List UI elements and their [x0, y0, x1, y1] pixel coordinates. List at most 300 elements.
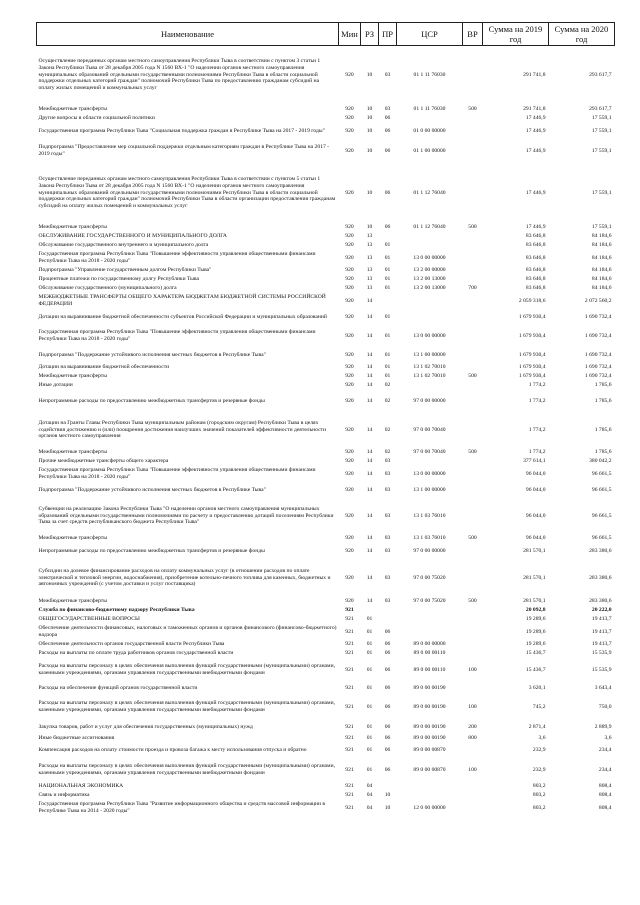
table-row: [37, 597, 615, 606]
row-sum-2020: 19 413,7: [591, 628, 612, 635]
row-sum-2020: 84 184,6: [591, 233, 612, 240]
row-pr: 10: [384, 804, 391, 811]
row-rz: 10: [366, 147, 373, 154]
row-rz: 01: [366, 616, 373, 623]
row-sum-2020: 750,0: [598, 703, 612, 710]
row-sum-2019: 96 044,0: [525, 512, 546, 519]
row-name: Расходы на выплаты персоналу в целях обеспечения выполнения функций государственными (муниципальными) органами, казенными учреждениями, органами управления государственными внебюджетными фондами: [38, 700, 335, 713]
row-name: Обеспечение деятельности финансовых, налоговых и таможенных органов и органов финансового (финансово-бюджетного) надзора: [38, 625, 337, 638]
row-sum-2020: 17 559,1: [591, 115, 612, 122]
table-body: [37, 46, 615, 817]
table-row: [37, 114, 615, 123]
row-name: Осуществление переданных органам местного самоуправления Республики Тыва в соответствии с пунктом 5 статьи 1 Закона Республики Тыва от 28 декабря 2005 года N 1560 ВХ-1 "О наделении органов местного самоуправления муниципальных образований отдельными государственными полномочиями Республики Тыва в области социальной поддержки отдельных категорий граждан" полномочий Республики Тыва в области организации предоставления гражданам субсидий на оплату жилых помещений и коммунальных услуг: [38, 176, 336, 210]
row-name: Осуществление переданных органам местного самоуправления Республики Тыва в соответствии с пунктом 3 статьи 1 Закона Республики Тыва от 28 декабря 2005 года N 1560 ВХ-1 "О наделении органов местного самоуправления муниципальных образований отдельными государственными полномочиями Республики Тыва в области социальной поддержки отдельных категорий граждан" полномочий Республики Тыва по предоставлению гражданам субсидий на оплату жилых помещений и коммунальных услуг: [38, 58, 321, 92]
row-sum-2020: 84 184,6: [591, 242, 612, 249]
row-vr: 700: [468, 285, 477, 292]
table-row: [37, 466, 615, 482]
row-sum-2020: 1 785,6: [594, 426, 612, 433]
row-vr: [463, 498, 483, 534]
row-vr: [463, 123, 483, 139]
row-min: 920: [345, 115, 354, 122]
table-row: [37, 284, 615, 293]
row-sum-2020: 3 643,4: [594, 684, 612, 691]
row-sum-2019: 3 620,1: [528, 684, 546, 691]
table-row: [37, 534, 615, 543]
row-vr: 800: [468, 734, 477, 741]
row-sum-2020: 19 413,7: [591, 616, 612, 623]
row-sum-2019: 1 679 930,4: [518, 332, 546, 339]
row-vr: [463, 800, 483, 816]
row-name: Обслуживание государственного внутреннего и муниципального долга: [38, 242, 209, 249]
row-rz: 04: [366, 783, 373, 790]
row-csr: 13 2 00 13000: [413, 276, 446, 283]
row-rz: 01: [366, 703, 373, 710]
row-csr: 13 1 02 70010: [413, 373, 446, 380]
row-sum-2020: 20 222,0: [591, 607, 612, 614]
row-rz: 13: [366, 267, 373, 274]
table-row: [37, 381, 615, 390]
row-name: Дотации на Гранты Главы Республики Тыва муниципальным районам (городским округам) Республики Тыва в целях содействия достижению и (или) поощрения достижения наилучших значений показателей эффективности деятельности органов местного самоуправления: [38, 419, 326, 440]
row-rz: 01: [366, 766, 373, 773]
row-name: Иные дотации: [38, 382, 73, 389]
row-sum-2019: 17 446,9: [525, 224, 546, 231]
row-min: 920: [345, 458, 354, 465]
row-sum-2019: 3,6: [538, 734, 546, 741]
row-pr: 02: [384, 449, 391, 456]
row-csr: 97 0 00 00000: [413, 397, 446, 404]
row-pr: 03: [384, 535, 391, 542]
row-csr: [397, 791, 463, 800]
row-csr: [397, 381, 463, 390]
row-pr: 01: [384, 364, 391, 371]
row-rz: 14: [366, 426, 373, 433]
row-sum-2020: 1 785,6: [594, 382, 612, 389]
row-min: 920: [345, 426, 354, 433]
row-csr: 01 0 00 00000: [413, 127, 446, 134]
table-row: [37, 543, 615, 559]
row-vr: [463, 742, 483, 758]
row-rz: 14: [366, 486, 373, 493]
row-vr: [463, 250, 483, 266]
row-name: Подпрограмма "Управление государственным долгом Республики Тыва": [38, 267, 212, 274]
row-name: Служба по финансово-бюджетному надзору Республики Тыва: [38, 607, 195, 614]
row-sum-2020: 808,4: [598, 804, 612, 811]
row-name: Связь и информатика: [38, 792, 90, 799]
row-rz: 14: [366, 547, 373, 554]
row-name: Обслуживание государственного (муниципального) долга: [38, 285, 177, 292]
table-row: [37, 640, 615, 649]
row-min: 920: [345, 105, 354, 112]
row-min: 920: [345, 71, 354, 78]
row-vr: 500: [468, 535, 477, 542]
row-name: Межбюджетные трансферты: [38, 598, 107, 605]
row-pr: 03: [384, 574, 391, 581]
row-rz: 13: [366, 285, 373, 292]
row-rz: 14: [366, 470, 373, 477]
row-rz: 14: [366, 397, 373, 404]
row-rz: 10: [366, 105, 373, 112]
row-csr: 89 0 00 00190: [413, 684, 446, 691]
row-name: Межбюджетные трансферты: [38, 105, 107, 112]
row-min: 920: [345, 242, 354, 249]
row-min: 921: [345, 804, 354, 811]
row-pr: 06: [384, 746, 391, 753]
row-sum-2019: 291 741,8: [523, 105, 546, 112]
row-name: Обеспечение деятельности органов государственной власти Республики Тыва: [38, 641, 225, 648]
row-rz: 14: [366, 332, 373, 339]
row-name: Расходы на выплаты по оплате труда работников органов государственной власти: [38, 650, 234, 657]
row-csr: 13 0 00 00000: [413, 254, 446, 261]
row-sum-2020: 84 184,6: [591, 285, 612, 292]
row-pr: 03: [384, 512, 391, 519]
row-name: Межбюджетные трансферты: [38, 373, 107, 380]
row-sum-2019: 232,9: [532, 746, 546, 753]
row-sum-2020: 808,4: [598, 783, 612, 790]
table-row: [37, 658, 615, 682]
row-rz: 10: [366, 189, 373, 196]
row-name: Подпрограмма "Поддержание устойчивого исполнения местных бюджетов в Республике Тыва": [38, 486, 266, 493]
row-rz: 14: [366, 574, 373, 581]
row-csr: 13 1 00 00000: [413, 351, 446, 358]
row-name: Компенсация расходов на оплату стоимости проезда и провоза багажа к месту использования отпуска и обратно: [38, 746, 307, 753]
header-vr: ВР: [463, 23, 483, 46]
row-sum-2019: 1 679 930,4: [518, 351, 546, 358]
row-pr: [379, 606, 397, 615]
row-sum-2019: 1 774,2: [528, 449, 546, 456]
row-sum-2019: 1 679 930,4: [518, 313, 546, 320]
table-row: [37, 734, 615, 742]
row-csr: 13 2 00 00000: [413, 267, 446, 274]
row-csr: 01 1 11 76030: [413, 105, 446, 112]
table-row: [37, 104, 615, 114]
table-row: [37, 293, 615, 309]
row-vr: [463, 325, 483, 347]
row-sum-2020: 380 042,2: [589, 458, 612, 465]
table-row: [37, 223, 615, 232]
row-sum-2020: 1 690 732,4: [584, 373, 612, 380]
row-pr: 06: [384, 650, 391, 657]
row-vr: [463, 615, 483, 624]
row-vr: 500: [468, 449, 477, 456]
row-vr: [463, 649, 483, 658]
row-sum-2019: 19 289,6: [525, 616, 546, 623]
row-sum-2019: 803,2: [532, 783, 546, 790]
row-min: 921: [345, 746, 354, 753]
row-min: 920: [345, 233, 354, 240]
row-vr: 100: [468, 766, 477, 773]
row-pr: 02: [384, 382, 391, 389]
table-row: [37, 758, 615, 782]
row-rz: 13: [366, 254, 373, 261]
table-row: [37, 309, 615, 325]
row-csr: [397, 114, 463, 123]
row-min: 920: [345, 147, 354, 154]
row-name: Подпрограмма "Поддержание устойчивого исполнения местных бюджетов в Республике Тыва": [38, 351, 266, 358]
row-name: Субвенции на реализацию Закона Республики Тыва "О наделении органов местного самоуправления муниципальных образований отдельными государственными полномочиями по расчету и предоставлению дотаций поселениям Республики Тыва за счет средств республиканского бюджета Республики Тыва": [38, 505, 334, 526]
table-row: [37, 266, 615, 275]
row-csr: [397, 309, 463, 325]
row-min: 921: [345, 792, 354, 799]
row-sum-2020: 1 690 732,4: [584, 313, 612, 320]
row-csr: 13 1 03 76010: [413, 512, 446, 519]
row-sum-2019: 745,2: [532, 703, 546, 710]
row-sum-2020: 1 690 732,4: [584, 332, 612, 339]
row-vr: 500: [468, 373, 477, 380]
row-vr: 100: [468, 703, 477, 710]
row-pr: 06: [384, 766, 391, 773]
row-csr: [397, 457, 463, 466]
row-sum-2020: 15 535,9: [591, 650, 612, 657]
row-rz: 14: [366, 297, 373, 304]
row-name: Дотации на выравнивание бюджетной обеспеченности субъектов Российской Федерации и муниципальных образований: [38, 313, 327, 320]
row-min: 921: [345, 734, 354, 741]
row-rz: 01: [366, 641, 373, 648]
row-name: Иные бюджетные ассигнования: [38, 734, 115, 741]
row-sum-2019: 1 774,2: [528, 397, 546, 404]
row-sum-2019: 17 446,9: [525, 147, 546, 154]
table-row: [37, 412, 615, 448]
row-name: Государственная программа Республики Тыва "Развитие информационного общества и средств массовой информации в Республике Тыва на 2014 - 2020 годы": [38, 801, 326, 814]
row-sum-2019: 96 044,0: [525, 470, 546, 477]
row-pr: 06: [384, 641, 391, 648]
header-pr: ПР: [379, 23, 397, 46]
row-sum-2020: 1 785,6: [594, 397, 612, 404]
table-row: [37, 46, 615, 105]
row-pr: 03: [384, 105, 391, 112]
row-pr: 06: [384, 684, 391, 691]
row-sum-2020: 293 617,7: [589, 71, 612, 78]
row-vr: [463, 640, 483, 649]
row-rz: 01: [366, 628, 373, 635]
table-row: [37, 482, 615, 498]
row-pr: 01: [384, 332, 391, 339]
row-pr: 03: [384, 547, 391, 554]
table-row: [37, 498, 615, 534]
row-rz: 01: [366, 746, 373, 753]
row-pr: 01: [384, 267, 391, 274]
row-min: 921: [345, 684, 354, 691]
row-name: Закупка товаров, работ и услуг для обеспечения государственных (муниципальных) нужд: [38, 723, 253, 730]
row-csr: 89 0 00 00190: [413, 734, 446, 741]
header-min: Мин: [339, 23, 361, 46]
row-rz: 01: [366, 650, 373, 657]
row-sum-2020: 15 535,9: [591, 666, 612, 673]
row-pr: 01: [384, 242, 391, 249]
row-vr: [463, 266, 483, 275]
row-sum-2019: 803,2: [532, 792, 546, 799]
row-rz: 13: [366, 242, 373, 249]
row-sum-2020: 293 617,7: [589, 105, 612, 112]
row-vr: [463, 624, 483, 640]
row-csr: 13 1 02 70010: [413, 364, 446, 371]
row-pr: 02: [384, 397, 391, 404]
row-min: 920: [345, 373, 354, 380]
row-pr: 01: [384, 285, 391, 292]
table-row: [37, 325, 615, 347]
row-sum-2019: 1 679 930,4: [518, 364, 546, 371]
row-sum-2019: 1 774,2: [528, 382, 546, 389]
row-sum-2020: 84 184,6: [591, 267, 612, 274]
row-pr: 10: [384, 792, 391, 799]
row-name: Прочие межбюджетные трансферты общего характера: [38, 458, 169, 465]
row-vr: [463, 232, 483, 241]
header-rz: РЗ: [361, 23, 379, 46]
row-min: 920: [345, 276, 354, 283]
row-sum-2020: 283 380,6: [589, 574, 612, 581]
row-vr: 500: [468, 598, 477, 605]
row-rz: 01: [366, 734, 373, 741]
row-rz: 14: [366, 382, 373, 389]
row-vr: [463, 275, 483, 284]
row-min: 921: [345, 703, 354, 710]
row-min: 920: [345, 127, 354, 134]
row-sum-2020: 808,4: [598, 792, 612, 799]
row-sum-2020: 1 785,6: [594, 449, 612, 456]
row-rz: [361, 606, 379, 615]
table-row: [37, 694, 615, 720]
header-csr: ЦСР: [397, 23, 463, 46]
row-vr: [463, 543, 483, 559]
row-rz: 14: [366, 351, 373, 358]
row-name: Расходы на выплаты персоналу в целях обеспечения выполнения функций государственными (муниципальными) органами, казенными учреждениями, органами управления государственными внебюджетными фондами: [38, 663, 335, 676]
row-min: 920: [345, 574, 354, 581]
row-name: Дотации на выравнивание бюджетной обеспеченности: [38, 364, 170, 371]
row-sum-2020: 96 661,5: [591, 470, 612, 477]
row-vr: 100: [468, 666, 477, 673]
row-vr: [463, 363, 483, 372]
row-sum-2019: 1 679 930,4: [518, 373, 546, 380]
row-csr: 01 1 12 76040: [413, 224, 446, 231]
row-vr: [463, 482, 483, 498]
row-vr: [463, 606, 483, 615]
row-pr: 06: [384, 734, 391, 741]
row-rz: 01: [366, 684, 373, 691]
row-pr: 06: [384, 666, 391, 673]
row-pr: 03: [384, 458, 391, 465]
row-vr: [463, 466, 483, 482]
row-min: 920: [345, 512, 354, 519]
row-pr: 06: [384, 189, 391, 196]
row-name: МЕЖБЮДЖЕТНЫЕ ТРАНСФЕРТЫ ОБЩЕГО ХАРАКТЕРА БЮДЖЕТАМ БЮДЖЕТНОЙ СИСТЕМЫ РОССИЙСКОЙ ФЕДЕРАЦИИ: [38, 294, 326, 307]
row-sum-2019: 19 289,6: [525, 641, 546, 648]
row-csr: 13 2 00 13000: [413, 285, 446, 292]
table-row: [37, 782, 615, 791]
row-csr: 01 1 11 76030: [413, 71, 446, 78]
row-rz: 10: [366, 71, 373, 78]
row-rz: 13: [366, 233, 373, 240]
table-row: [37, 800, 615, 816]
row-sum-2019: 96 044,0: [525, 535, 546, 542]
row-csr: 13 0 00 00000: [413, 332, 446, 339]
row-sum-2019: 291 741,8: [523, 71, 546, 78]
row-pr: 01: [384, 254, 391, 261]
row-min: 920: [345, 547, 354, 554]
row-min: 920: [345, 313, 354, 320]
row-pr: [379, 782, 397, 791]
row-pr: 03: [384, 470, 391, 477]
row-csr: [397, 241, 463, 250]
row-min: 920: [345, 332, 354, 339]
row-sum-2020: 283 380,6: [589, 598, 612, 605]
table-row: [37, 250, 615, 266]
budget-table: [36, 22, 615, 816]
row-sum-2020: 17 559,1: [591, 224, 612, 231]
row-sum-2020: 234,4: [598, 766, 612, 773]
row-rz: 14: [366, 458, 373, 465]
row-csr: 97 0 00 70040: [413, 449, 446, 456]
row-name: Подпрограмма "Предоставление мер социальной поддержки отдельным категориям граждан в Республике Тыва на 2017 - 2019 годы": [38, 144, 330, 157]
row-name: Расходы на выплаты персоналу в целях обеспечения выполнения функций государственными (муниципальными) органами, казенными учреждениями, органами управления государственными внебюджетными фондами: [38, 763, 335, 776]
row-sum-2020: 1 690 732,4: [584, 351, 612, 358]
row-csr: 89 0 00 00110: [413, 666, 446, 673]
row-vr: [463, 782, 483, 791]
row-name: Расходы на обеспечение функций органов государственной власти: [38, 684, 198, 691]
row-sum-2020: 3,6: [604, 734, 612, 741]
row-rz: 14: [366, 512, 373, 519]
row-name: Процентные платежи по государственному долгу Республики Тыва: [38, 276, 199, 283]
row-rz: 14: [366, 598, 373, 605]
row-sum-2019: 83 646,8: [525, 242, 546, 249]
header-sum-2020: Сумма на 2020 год: [549, 23, 615, 46]
row-vr: [463, 682, 483, 694]
row-sum-2020: 19 413,7: [591, 641, 612, 648]
row-pr: 06: [384, 628, 391, 635]
row-csr: 89 0 00 00870: [413, 746, 446, 753]
row-sum-2020: 17 559,1: [591, 127, 612, 134]
row-min: 920: [345, 470, 354, 477]
row-vr: [463, 412, 483, 448]
row-sum-2020: 84 184,6: [591, 254, 612, 261]
row-min: 920: [345, 297, 354, 304]
row-rz: 01: [366, 666, 373, 673]
row-sum-2020: 17 559,1: [591, 189, 612, 196]
row-csr: 13 1 03 76010: [413, 535, 446, 542]
row-sum-2019: 83 646,8: [525, 285, 546, 292]
row-sum-2019: 281 570,1: [523, 598, 546, 605]
row-sum-2020: 17 559,1: [591, 147, 612, 154]
row-rz: 04: [366, 804, 373, 811]
row-name: Непрограммные расходы по предоставлению межбюджетных трансфертов и резервные фонды: [38, 547, 265, 554]
row-vr: 500: [468, 224, 477, 231]
table-row: [37, 606, 615, 615]
row-vr: [463, 293, 483, 309]
row-csr: 89 0 00 00870: [413, 766, 446, 773]
table-row: [37, 363, 615, 372]
row-pr: 06: [384, 703, 391, 710]
row-csr: 01 1 00 00000: [413, 147, 446, 154]
row-csr: 97 0 00 75020: [413, 574, 446, 581]
row-vr: 200: [468, 723, 477, 730]
row-name: Государственная программа Республики Тыва "Повышение эффективности управления общественными финансами Республики Тыва на 2018 - 2020 годы": [38, 467, 316, 480]
row-sum-2019: 19 289,6: [525, 628, 546, 635]
row-csr: 13 0 00 00000: [413, 470, 446, 477]
row-name: Другие вопросы в области социальной политики: [38, 115, 155, 122]
row-min: 920: [345, 285, 354, 292]
table-row: [37, 372, 615, 381]
row-name: Государственная программа Республики Тыва "Повышение эффективности управления общественными финансами Республики Тыва на 2018 - 2020 годы": [38, 251, 316, 264]
table-row: [37, 649, 615, 658]
row-csr: [397, 293, 463, 309]
row-min: 920: [345, 267, 354, 274]
row-sum-2019: 83 646,8: [525, 233, 546, 240]
row-sum-2020: 84 184,6: [591, 276, 612, 283]
row-name: НАЦИОНАЛЬНАЯ ЭКОНОМИКА: [38, 783, 124, 790]
row-min: 920: [345, 535, 354, 542]
row-min: 921: [345, 628, 354, 635]
row-vr: 500: [468, 105, 477, 112]
row-min: 920: [345, 486, 354, 493]
row-sum-2019: 83 646,8: [525, 254, 546, 261]
